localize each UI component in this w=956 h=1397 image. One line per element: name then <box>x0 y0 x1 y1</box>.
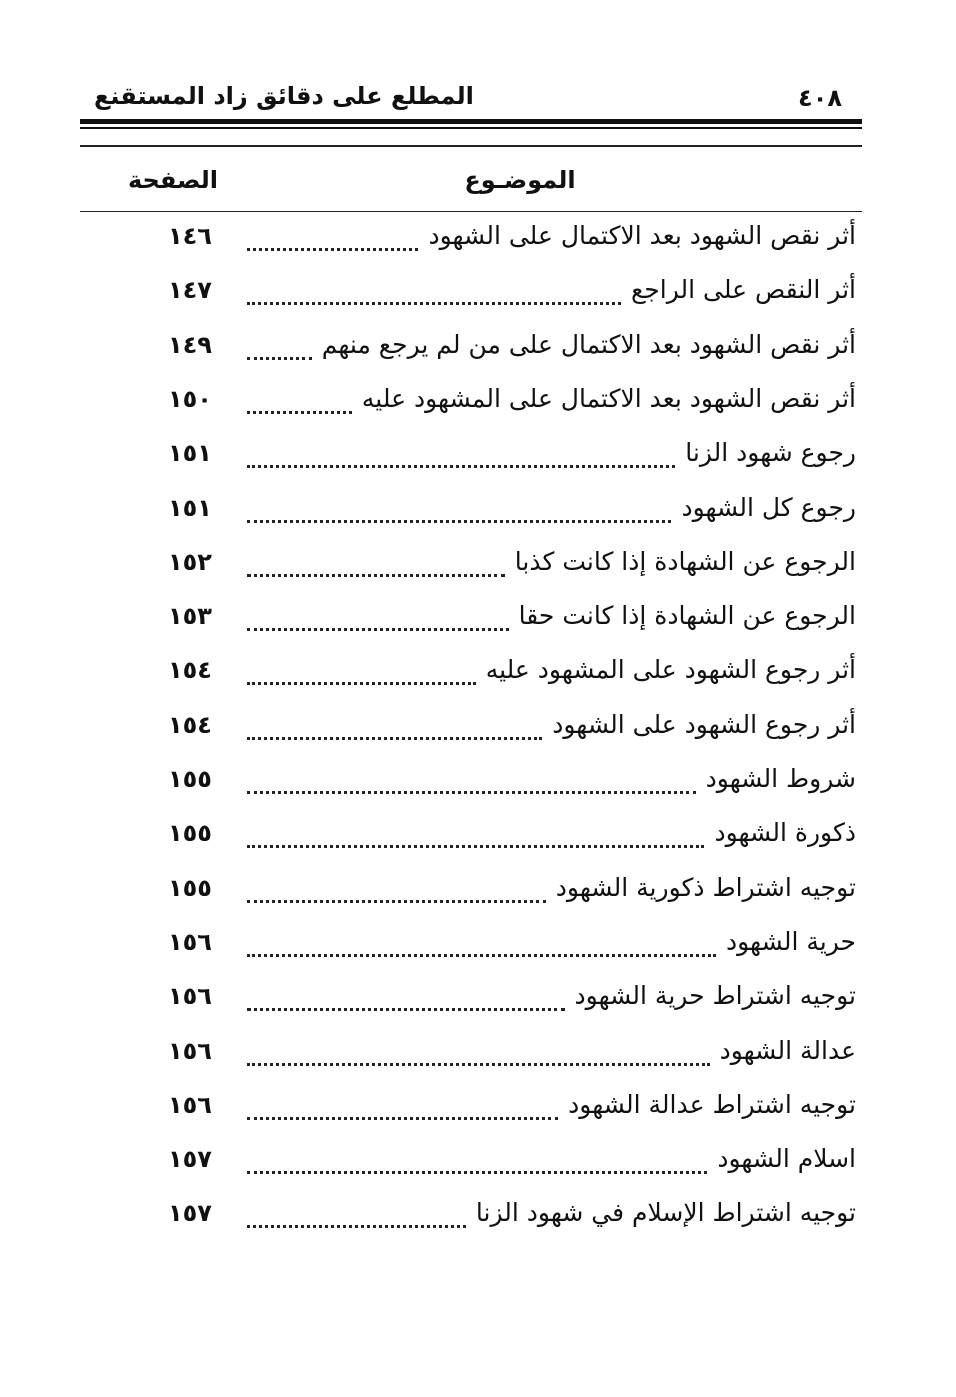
dot-leader <box>247 1008 565 1011</box>
index-entry <box>0 813 956 867</box>
header-rule-thick <box>80 119 862 124</box>
dot-leader <box>247 954 716 957</box>
entry-page-number: ١٥٦ <box>168 928 212 956</box>
entry-topic: أثر نقص الشهود بعد الاكتمال على من لم يرجع منهم <box>321 330 856 359</box>
entry-topic: رجوع كل الشهود <box>681 493 856 522</box>
index-entry <box>0 922 956 976</box>
entry-page-number: ١٥٥ <box>168 765 212 793</box>
index-entry <box>0 216 956 270</box>
dot-leader <box>247 845 704 848</box>
dot-leader <box>247 411 352 414</box>
entry-topic: عدالة الشهود <box>719 1036 856 1065</box>
index-entry <box>0 542 956 596</box>
entry-topic: أثر نقص الشهود بعد الاكتمال على المشهود عليه <box>361 384 856 413</box>
dot-leader <box>247 520 671 523</box>
dot-leader <box>247 791 696 794</box>
entry-page-number: ١٥٥ <box>168 874 212 902</box>
topic-column-heading: الموضـوع <box>464 166 576 194</box>
entry-page-number: ١٥٣ <box>168 602 212 630</box>
index-entry <box>0 379 956 433</box>
index-entry <box>0 325 956 379</box>
page-number: ٤٠٨ <box>798 84 842 112</box>
entry-page-number: ١٤٩ <box>168 331 212 359</box>
entry-page-number: ١٥٠ <box>168 385 212 413</box>
index-entry <box>0 759 956 813</box>
dot-leader <box>247 248 418 251</box>
index-entry <box>0 433 956 487</box>
index-entry <box>0 705 956 759</box>
entry-page-number: ١٥٦ <box>168 1091 212 1119</box>
entry-page-number: ١٥١ <box>168 494 212 522</box>
dot-leader <box>247 1225 466 1228</box>
index-entry <box>0 270 956 324</box>
dot-leader <box>247 465 675 468</box>
column-headings <box>80 166 862 206</box>
entry-topic: توجيه اشتراط ذكورية الشهود <box>555 873 856 902</box>
entry-topic: الرجوع عن الشهادة إذا كانت كذبا <box>514 547 856 576</box>
dot-leader <box>247 357 312 360</box>
index-entry <box>0 1193 956 1247</box>
index-entry <box>0 1031 956 1085</box>
entry-topic: توجيه اشتراط حرية الشهود <box>574 981 856 1010</box>
entry-topic: أثر نقص الشهود بعد الاكتمال على الشهود <box>428 221 856 250</box>
index-entry <box>0 976 956 1030</box>
entry-topic: توجيه اشتراط عدالة الشهود <box>568 1090 856 1119</box>
entry-page-number: ١٥٧ <box>168 1199 212 1227</box>
dot-leader <box>247 737 542 740</box>
entry-page-number: ١٥٤ <box>168 711 212 739</box>
entry-topic: أثر النقص على الراجع <box>630 275 856 304</box>
index-entry <box>0 1139 956 1193</box>
dot-leader <box>247 682 476 685</box>
index-entry <box>0 1085 956 1139</box>
dot-leader <box>247 302 621 305</box>
dot-leader <box>247 1117 558 1120</box>
dot-leader <box>247 1063 710 1066</box>
heading-underline <box>80 211 862 212</box>
table-top-rule <box>80 145 862 147</box>
entry-page-number: ١٤٦ <box>168 222 212 250</box>
page-column-heading: الصفحة <box>128 166 219 194</box>
entry-page-number: ١٥٢ <box>168 548 212 576</box>
running-header <box>80 84 862 124</box>
entry-topic: ذكورة الشهود <box>714 818 856 847</box>
entry-page-number: ١٥٧ <box>168 1145 212 1173</box>
entry-topic: رجوع شهود الزنا <box>685 438 856 467</box>
index-entry <box>0 868 956 922</box>
entry-page-number: ١٥٥ <box>168 819 212 847</box>
entry-page-number: ١٤٧ <box>168 276 212 304</box>
entry-topic: أثر رجوع الشهود على الشهود <box>552 710 856 739</box>
header-rule-thin <box>80 127 862 129</box>
entry-topic: أثر رجوع الشهود على المشهود عليه <box>485 655 856 684</box>
entry-topic: شروط الشهود <box>705 764 856 793</box>
index-entry <box>0 650 956 704</box>
entry-page-number: ١٥٦ <box>168 1037 212 1065</box>
dot-leader <box>247 900 546 903</box>
dot-leader <box>247 574 505 577</box>
entry-topic: توجيه اشتراط الإسلام في شهود الزنا <box>475 1198 856 1227</box>
entry-page-number: ١٥٤ <box>168 656 212 684</box>
index-entry <box>0 488 956 542</box>
entry-topic: الرجوع عن الشهادة إذا كانت حقا <box>518 601 856 630</box>
entry-topic: حرية الشهود <box>726 927 856 956</box>
entry-page-number: ١٥١ <box>168 439 212 467</box>
entry-topic: اسلام الشهود <box>717 1144 856 1173</box>
index-entry <box>0 596 956 650</box>
dot-leader <box>247 1171 707 1174</box>
book-title: المطلع على دقائق زاد المستقنع <box>94 82 474 110</box>
entry-page-number: ١٥٦ <box>168 982 212 1010</box>
dot-leader <box>247 628 509 631</box>
